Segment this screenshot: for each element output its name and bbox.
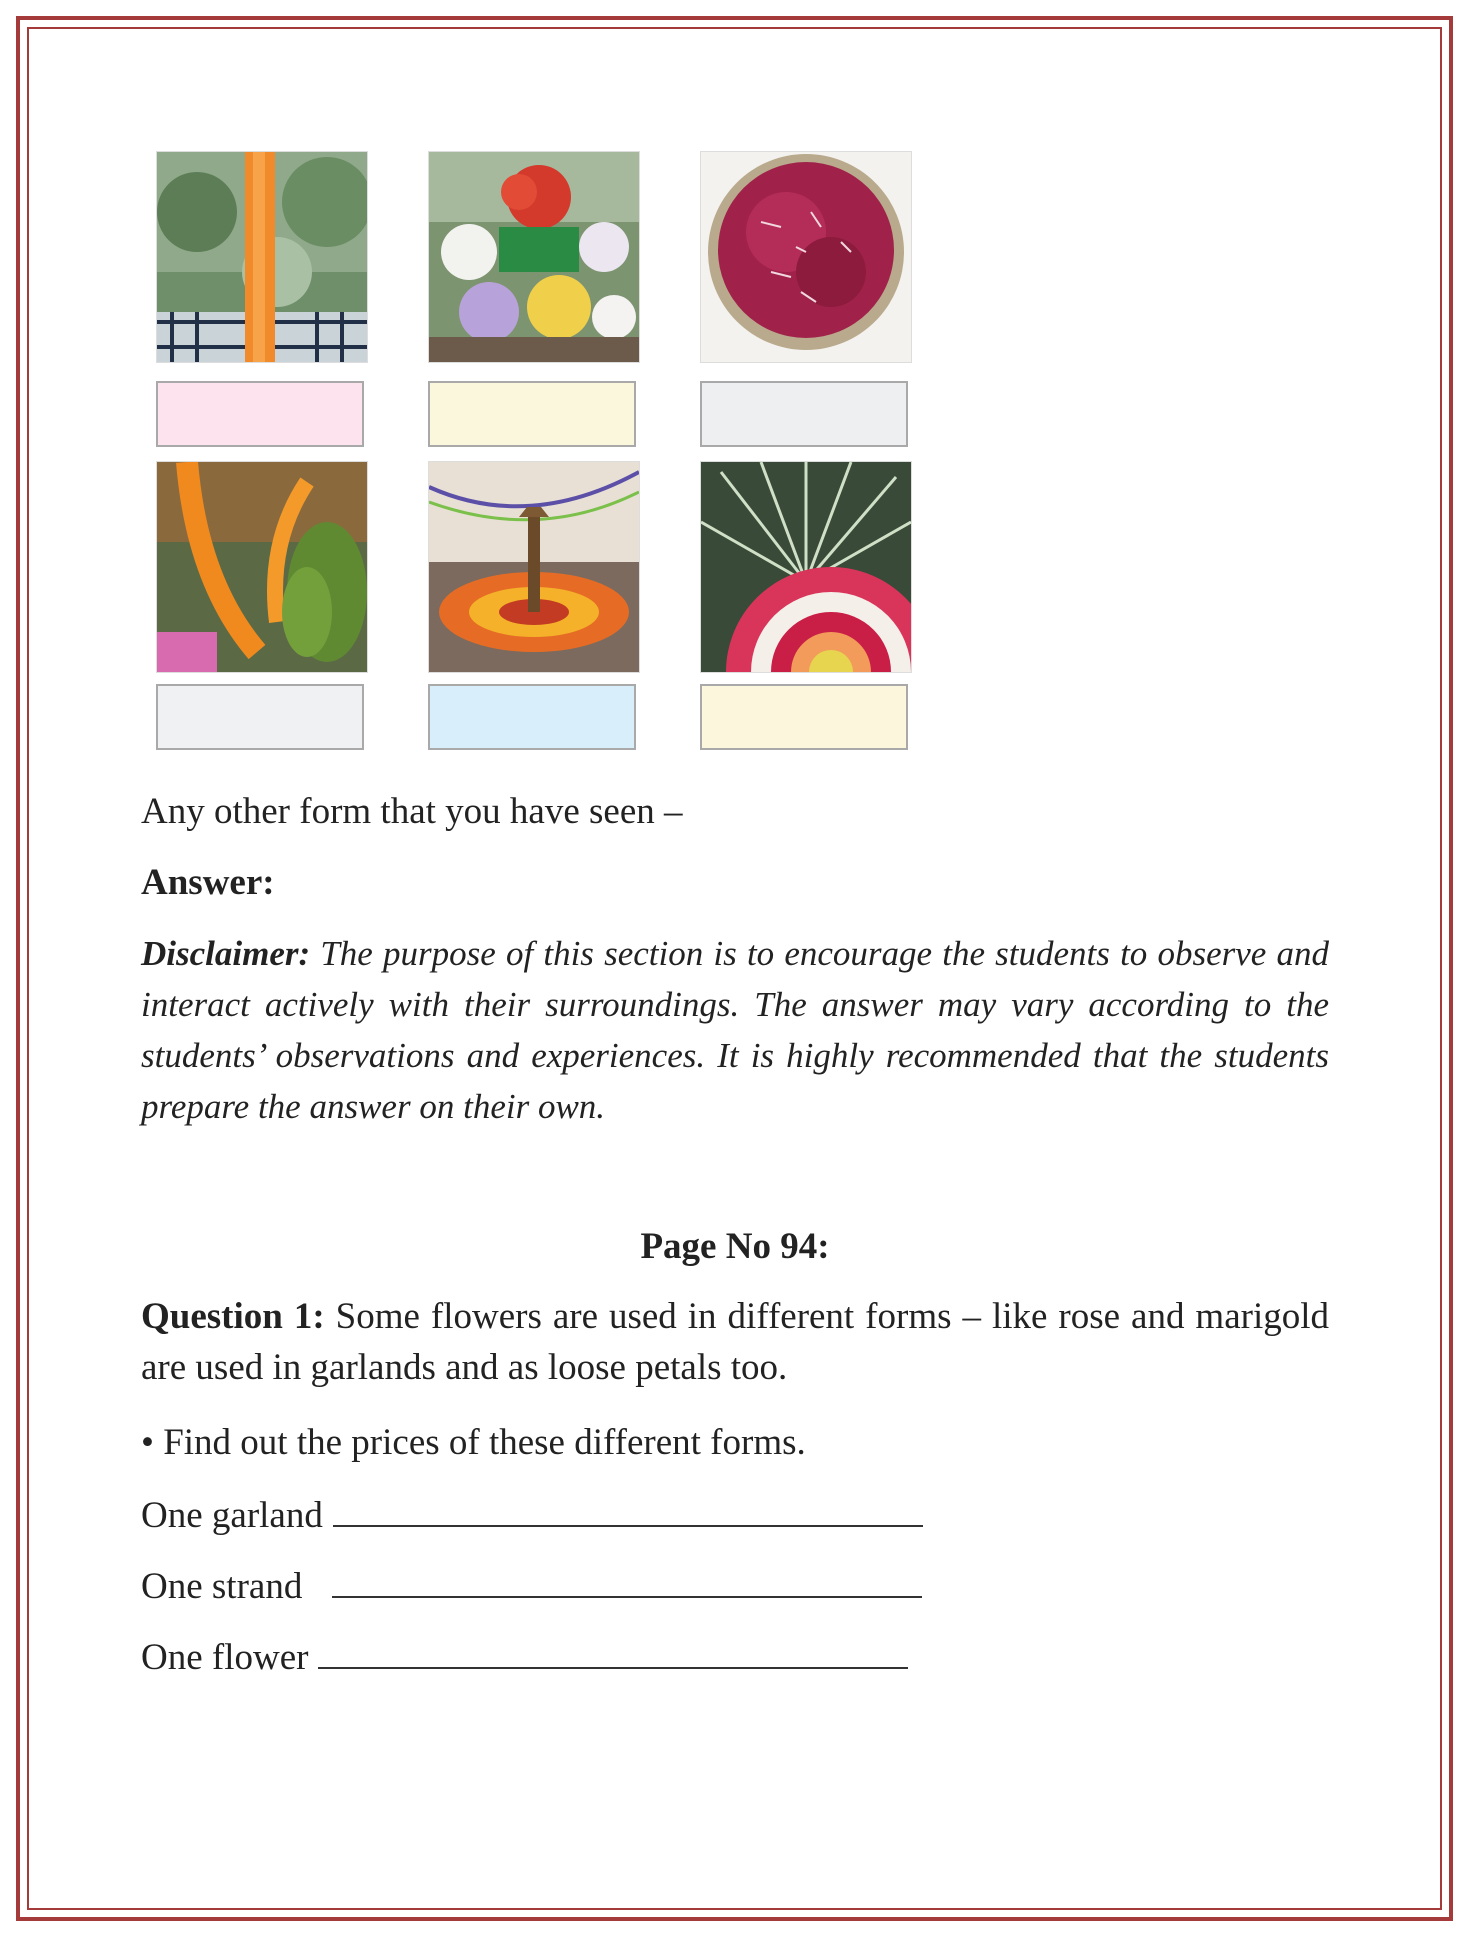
image-flower-rangoli-lamp — [428, 461, 640, 673]
question-1-label: Question 1: — [141, 1296, 325, 1337]
price-blank-garland[interactable] — [333, 1489, 923, 1527]
price-row-label: One strand — [141, 1566, 303, 1607]
page-heading: Page No 94: — [640, 1226, 830, 1267]
disclaimer-paragraph — [141, 928, 1329, 1132]
disclaimer-label: Disclaimer: — [141, 934, 311, 973]
answer-label: Answer: — [141, 862, 275, 903]
label-box-3[interactable] — [700, 381, 908, 447]
label-box-6[interactable] — [700, 684, 908, 750]
question-prompt: Any other form that you have seen – — [141, 791, 683, 832]
disclaimer-text: The purpose of this section is to encourage the students to observe and interact actively with their surroundings. The answer may vary according to the students’ observations and experiences. It is highly recommended that the students prepare the answer on their own. — [141, 934, 1330, 1126]
label-box-5[interactable] — [428, 684, 636, 750]
price-row-strand — [141, 1560, 1329, 1612]
label-box-2[interactable] — [428, 381, 636, 447]
price-row-label: One flower — [141, 1637, 309, 1678]
image-marigold-strand — [156, 151, 368, 363]
image-flower-bouquet — [700, 461, 912, 673]
label-box-4[interactable] — [156, 684, 364, 750]
question-1-paragraph — [141, 1291, 1329, 1393]
price-row-garland — [141, 1489, 1329, 1541]
image-loose-petals — [700, 151, 912, 363]
price-blank-strand[interactable] — [332, 1560, 922, 1598]
price-row-label: One garland — [141, 1495, 323, 1536]
image-marigold-garlands — [156, 461, 368, 673]
bullet-instruction: • Find out the prices of these different forms. — [141, 1422, 806, 1463]
label-box-1[interactable] — [156, 381, 364, 447]
image-flower-arrangement — [428, 151, 640, 363]
question-1-text: Some flowers are used in different forms – like rose and marigold are used in garlands and as loose petals too. — [141, 1296, 1329, 1388]
price-blank-flower[interactable] — [318, 1631, 908, 1669]
price-row-flower — [141, 1631, 1329, 1683]
